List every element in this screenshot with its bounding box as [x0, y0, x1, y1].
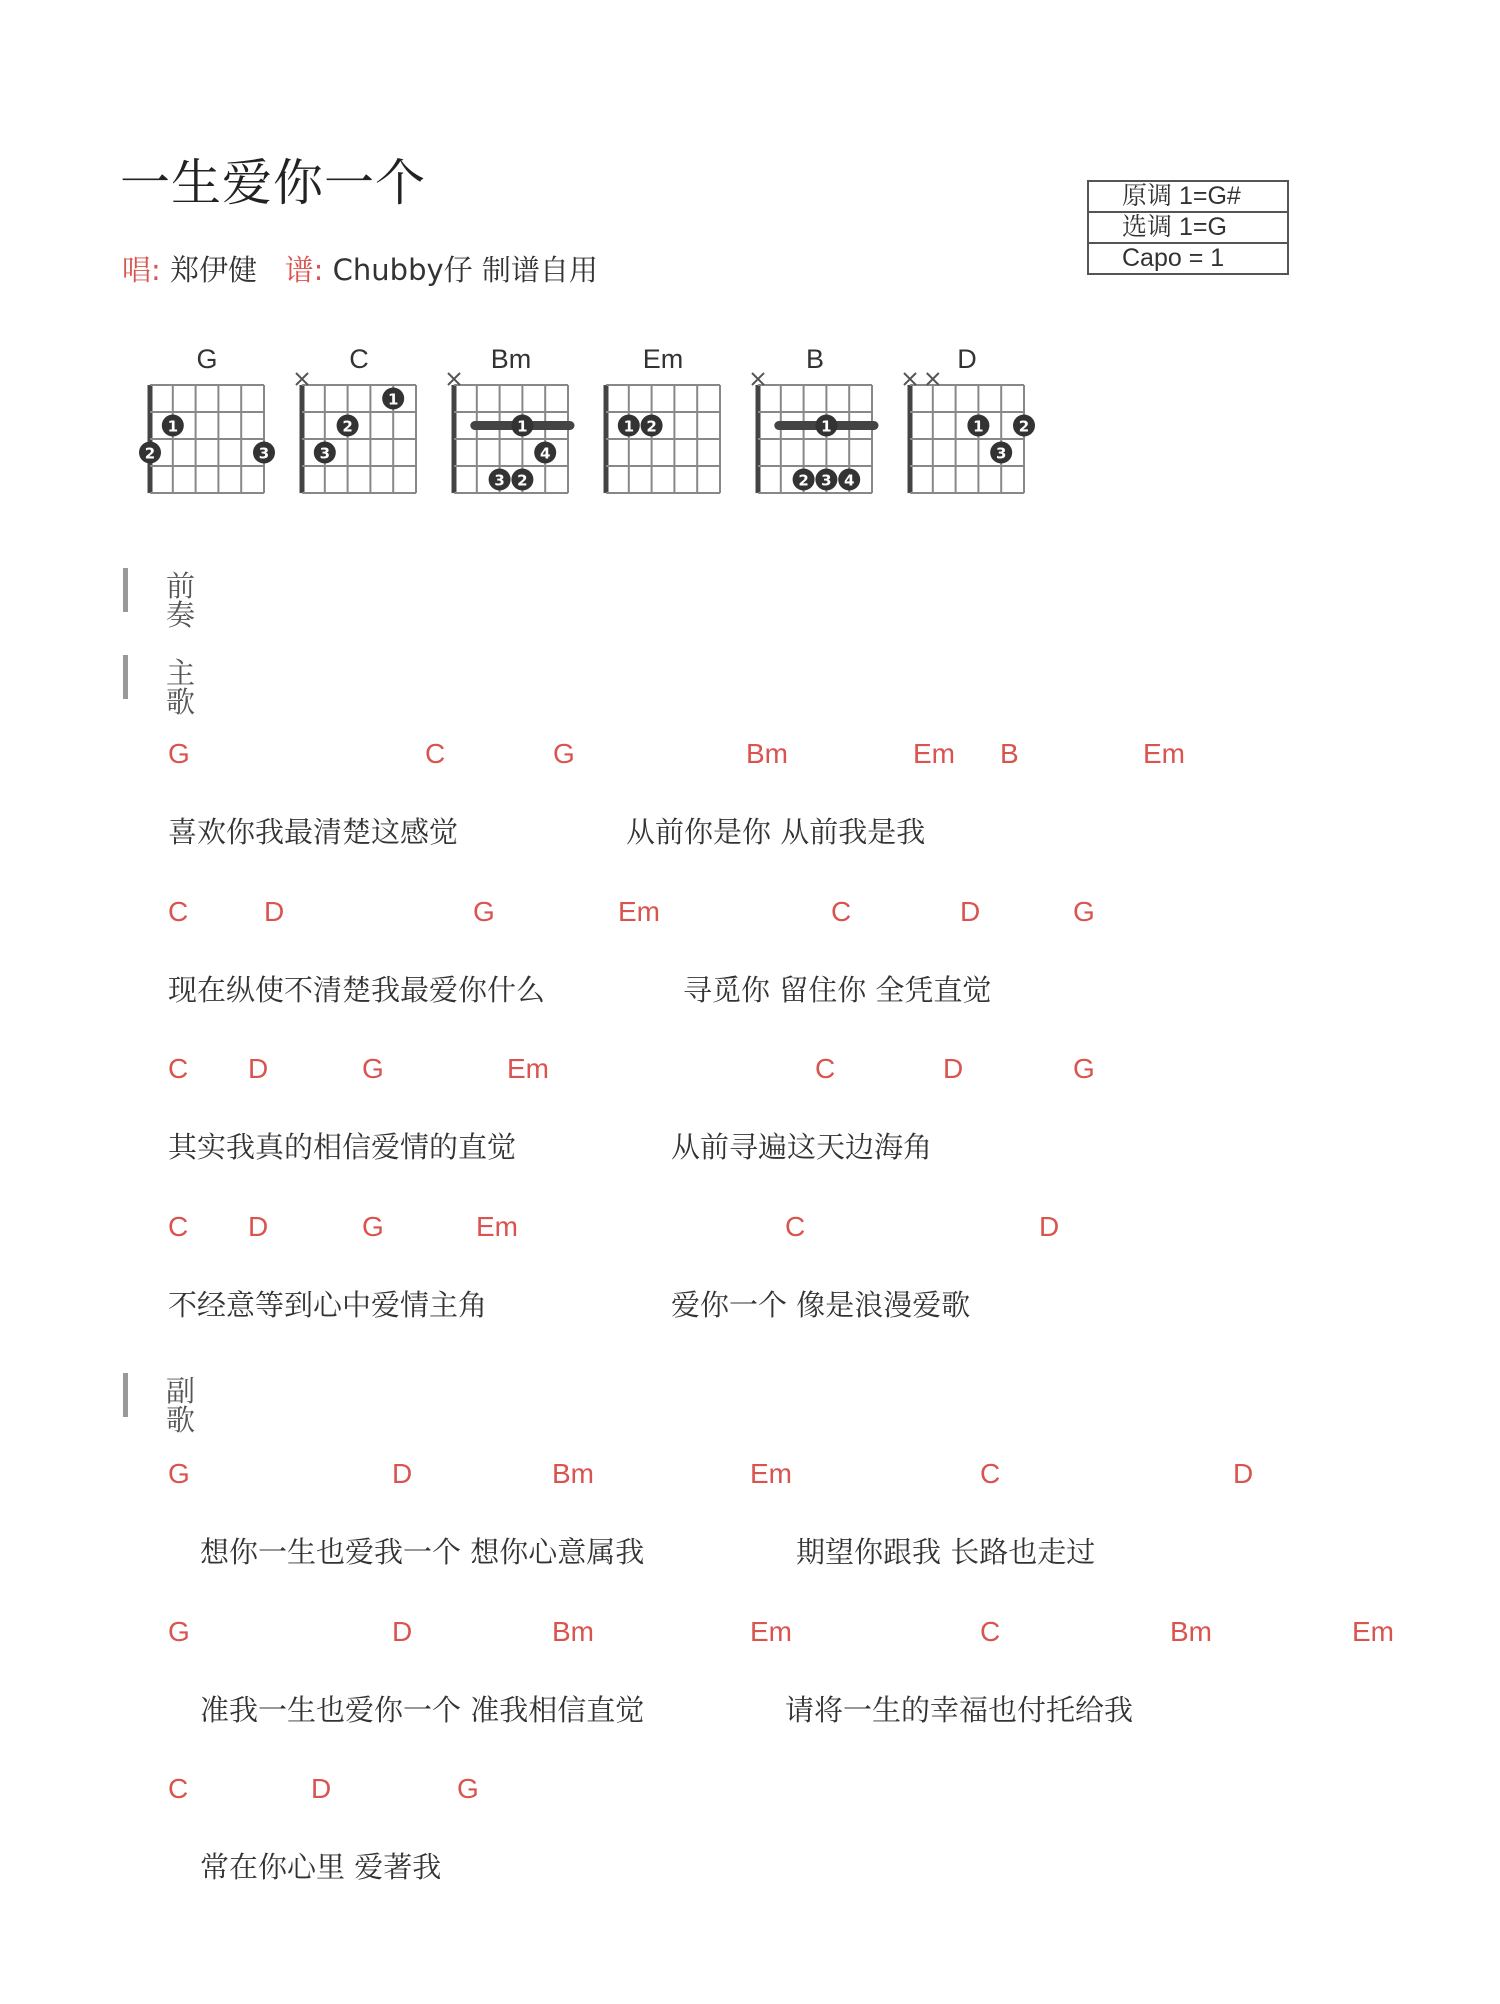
chord-symbol: C	[831, 896, 852, 927]
finger-number: 4	[539, 444, 551, 463]
chord-symbol: G	[553, 738, 575, 769]
chord-symbol: Bm	[1170, 1616, 1212, 1647]
lyric-line: 现在纵使不清楚我最爱你什么	[168, 973, 546, 1007]
chord-symbol: D	[960, 896, 981, 927]
chord-symbol: D	[392, 1616, 413, 1647]
lyric-line: 从前寻遍这天边海角	[671, 1130, 933, 1164]
chord-symbol: Em	[1352, 1616, 1394, 1647]
section-title: 前奏	[166, 569, 199, 632]
chord-symbol: C	[815, 1053, 836, 1084]
chord-symbol: D	[943, 1053, 964, 1084]
finger-number: 1	[387, 390, 399, 409]
chord-symbol: Em	[750, 1616, 792, 1647]
finger-number: 2	[798, 471, 809, 490]
chord-symbol: C	[980, 1458, 1001, 1489]
chord-symbol: B	[1000, 738, 1019, 769]
lyric-line: 期望你跟我 长路也走过	[796, 1535, 1096, 1569]
chord-symbol: D	[392, 1458, 413, 1489]
chord-symbol: G	[168, 1616, 190, 1647]
finger-number: 2	[1018, 417, 1030, 436]
chord-symbol: C	[425, 738, 446, 769]
muted-string-icon	[904, 373, 916, 385]
chord-name: Bm	[490, 344, 532, 374]
chord-name: Em	[642, 344, 684, 374]
lyric-line: 寻觅你 留住你 全凭直觉	[683, 973, 992, 1007]
chord-symbol: D	[248, 1211, 269, 1242]
muted-string-icon	[448, 373, 460, 385]
chord-symbol: Em	[750, 1458, 792, 1489]
finger-number: 1	[623, 417, 635, 436]
chord-symbol: G	[1073, 896, 1095, 927]
chord-diagram-bm	[448, 344, 570, 493]
finger-number: 2	[342, 417, 353, 436]
finger-number: 1	[973, 417, 984, 436]
chord-symbol: Em	[618, 896, 660, 927]
chord-row	[0, 1775, 1500, 1811]
finger-number: 3	[319, 444, 331, 463]
chord-name: D	[957, 344, 977, 374]
chord-name: B	[805, 344, 825, 374]
chord-name: G	[196, 344, 218, 374]
song-credits	[122, 253, 598, 287]
muted-string-icon	[752, 373, 764, 385]
muted-string-icon	[296, 373, 308, 385]
finger-number: 1	[821, 417, 832, 436]
chord-symbol: D	[248, 1053, 269, 1084]
song-title: 一生爱你一个	[120, 154, 426, 212]
chord-row	[0, 1213, 1500, 1249]
chord-symbol: Em	[913, 738, 955, 769]
chord-diagram-d	[904, 344, 1035, 493]
finger-number: 2	[144, 444, 156, 463]
lyric-line: 从前你是你 从前我是我	[626, 815, 926, 849]
muted-string-icon	[927, 373, 939, 385]
finger-number: 3	[494, 471, 505, 490]
finger-number: 1	[517, 417, 528, 436]
finger-number: 3	[821, 471, 832, 490]
chord-symbol: Em	[1143, 738, 1185, 769]
chord-symbol: G	[362, 1053, 384, 1084]
chord-row	[0, 898, 1500, 934]
chord-row	[0, 740, 1500, 776]
lyric-line: 不经意等到心中爱情主角	[168, 1288, 488, 1322]
chord-diagrams	[0, 340, 1500, 520]
singer-label: 唱:	[122, 253, 161, 287]
chord-diagram-b	[752, 344, 874, 493]
chord-symbol: C	[168, 1773, 189, 1804]
chord-symbol: C	[980, 1616, 1001, 1647]
chord-symbol: G	[457, 1773, 479, 1804]
chord-diagram-c	[296, 344, 416, 493]
chord-symbol: Bm	[746, 738, 788, 769]
lyric-line: 其实我真的相信爱情的直觉	[168, 1130, 517, 1164]
chord-symbol: D	[264, 896, 285, 927]
finger-number: 2	[517, 471, 528, 490]
lyric-line: 常在你心里 爱著我	[200, 1850, 442, 1884]
finger-number: 4	[843, 471, 855, 490]
chord-symbol: G	[168, 1458, 190, 1489]
section-chorus	[123, 1373, 199, 1437]
section-intro	[123, 568, 199, 632]
section-title: 副歌	[166, 1374, 199, 1437]
singer-name: 郑伊健	[170, 253, 258, 287]
chord-symbol: Bm	[552, 1616, 594, 1647]
key-info-box	[1087, 180, 1289, 275]
chord-symbol: Em	[476, 1211, 518, 1242]
chord-symbol: D	[1039, 1211, 1060, 1242]
chord-diagram-em	[606, 344, 720, 493]
arranger-name: Chubby仔 制谱自用	[332, 253, 598, 287]
section-verse	[123, 655, 199, 719]
chord-symbol: D	[1233, 1458, 1254, 1489]
chord-symbol: Bm	[552, 1458, 594, 1489]
chord-symbol: D	[311, 1773, 332, 1804]
chord-symbol: G	[473, 896, 495, 927]
finger-number: 3	[995, 444, 1007, 463]
arranger-label: 谱:	[284, 253, 324, 287]
chord-symbol: G	[168, 738, 190, 769]
lyric-line: 准我一生也爱你一个 准我相信直觉	[200, 1693, 645, 1727]
finger-number: 1	[167, 417, 179, 436]
chord-row	[0, 1055, 1500, 1091]
original-key: 原调 1=G#	[1089, 182, 1287, 213]
finger-number: 2	[646, 417, 657, 436]
lyric-line: 请将一生的幸福也付托给我	[785, 1693, 1134, 1727]
chord-symbol: G	[1073, 1053, 1095, 1084]
chord-symbol: C	[168, 1053, 189, 1084]
chord-symbol: Em	[507, 1053, 549, 1084]
chord-symbol: C	[785, 1211, 806, 1242]
finger-number: 3	[258, 444, 270, 463]
chord-diagram-g	[139, 344, 275, 493]
chord-symbol: C	[168, 896, 189, 927]
lyric-line: 想你一生也爱我一个 想你心意属我	[200, 1535, 645, 1569]
lyric-line: 喜欢你我最清楚这感觉	[168, 815, 459, 849]
selected-key: 选调 1=G	[1089, 213, 1287, 244]
capo-position: Capo = 1	[1122, 244, 1225, 272]
section-title: 主歌	[166, 656, 199, 719]
chord-name: C	[349, 344, 369, 374]
chord-symbol: C	[168, 1211, 189, 1242]
chord-row	[0, 1460, 1500, 1496]
chord-symbol: G	[362, 1211, 384, 1242]
lyric-line: 爱你一个 像是浪漫爱歌	[671, 1288, 971, 1322]
chord-row	[0, 1618, 1500, 1654]
